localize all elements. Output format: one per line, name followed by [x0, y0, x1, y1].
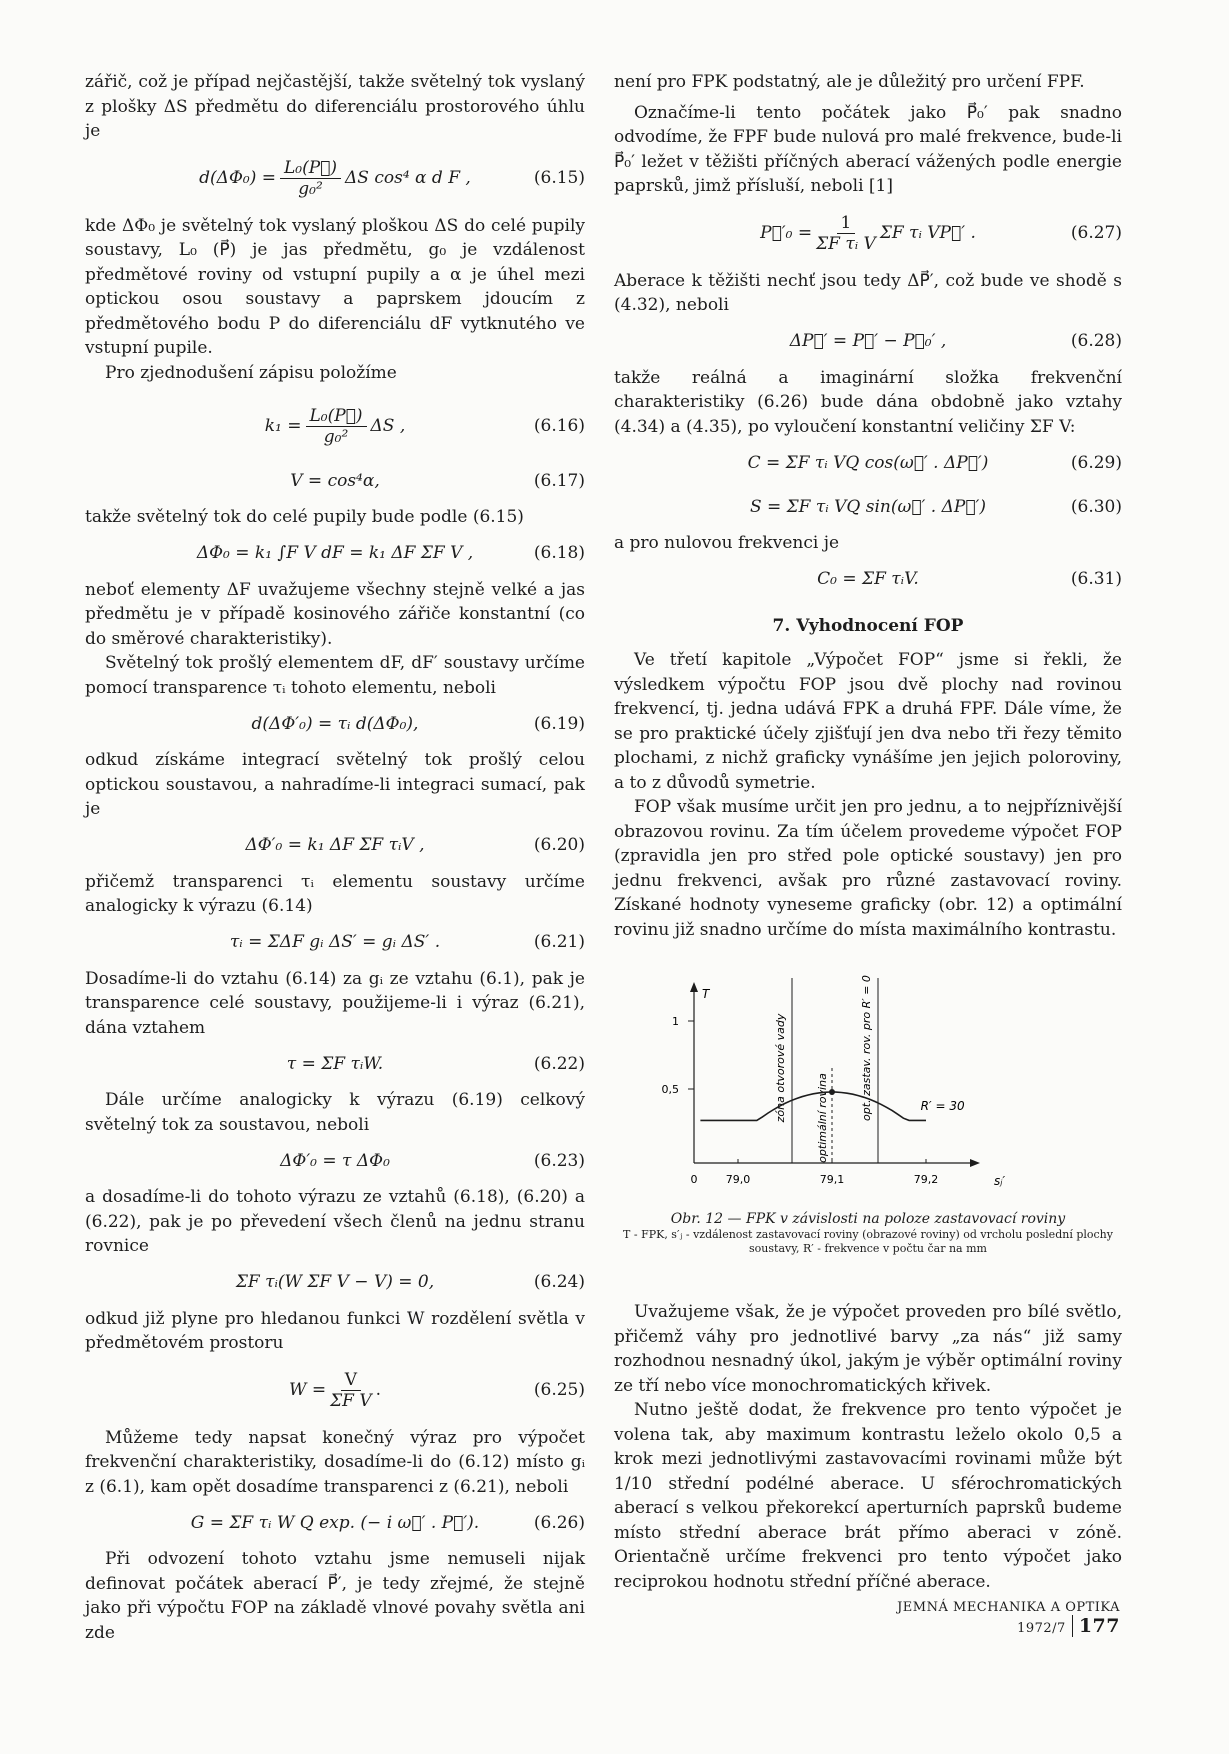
annotation: optimální rovina [816, 1073, 829, 1163]
paragraph: zářič, což je případ nejčastější, takže světelný tok vyslaný z plošky ΔS předmětu do diferenciálu prostorového úhlu je [85, 72, 585, 141]
paragraph: Označíme-li tento počátek jako P⃗₀′ pak snadno odvodíme, že FPF bude nulová pro malé frekvence, bude-li P⃗₀′ ležet v těžišti příčných aberací vážených podle energie paprsků, jimž přísluší, neboli [1] [614, 102, 1122, 196]
equation-number: (6.25) [533, 1380, 585, 1401]
paragraph: Nutno ještě dodat, že frekvence pro tento výpočet je volena tak, aby maximum kontrastu leželo okolo 0,5 a krok mezi jednotlivými zastavovacími rovinami může být 1/10 střední podélné aberace. U sférochromatických aberací s velkou překorekcí aperturních paprsků budeme místo střední aberace brát přímo aberaci v zóně. Orientačně určíme frekvenci pro tento výpočet jako reciprokou hodnotu střední příčné aberace. [614, 1400, 1122, 1592]
right-column [614, 70, 1122, 1594]
paragraph: Světelný tok prošlý elementem dF, dF′ soustavy určíme pomocí transparence τᵢ tohoto elementu, neboli [85, 653, 585, 698]
x-axis-arrow [970, 1159, 980, 1167]
equation-6-15: d(ΔΦ₀) = $\frac{\text{L₀(P⃗)}}{\text{g₀²}}$ ΔS cos⁴ α d F , (6.15) [199, 158, 585, 199]
figure-legend: T - FPK, s′ⱼ - vzdálenost zastavovací roviny (obrazové roviny) od vrcholu poslední plochy soustavy, R′ - frekvence v počtu čar na mm [623, 1228, 1113, 1255]
maximum-point [829, 1089, 835, 1095]
paragraph: a pro nulovou frekvenci je [614, 533, 840, 553]
paragraph: není pro FPK podstatný, ale je důležitý pro určení FPF. [614, 72, 1085, 92]
paragraph: přičemž transparenci τᵢ elementu soustavy určíme analogicky k výrazu (6.14) [85, 871, 585, 916]
equation-number: (6.15) [533, 168, 585, 189]
equation-6-27: P⃗′₀ = $\frac{1}{\text{ΣF τᵢ V}}$ ΣF τᵢ VP⃗′ . (6.27) [760, 213, 1122, 254]
equation-number: (6.27) [1070, 223, 1122, 244]
paragraph: a dosadíme-li do tohoto výrazu ze vztahů (6.18), (6.20) a (6.22), pak je po převedení všech členů na jednu stranu rovnice [85, 1187, 585, 1256]
fpk-chart [614, 948, 1122, 1208]
equation-number: (6.30) [1070, 496, 1122, 517]
x-tick-label: 79,2 [913, 1173, 939, 1186]
equation-6-22: τ = ΣF τᵢW. (6.22) [85, 1044, 585, 1084]
paragraph: Pro zjednodušení zápisu položíme [105, 362, 397, 383]
annotation: zóna otvorové vady [774, 1013, 787, 1123]
paragraph: Uvažujeme však, že je výpočet proveden pro bílé světlo, přičemž váhy pro jednotlivé barvy „za nás“ již samy rozhodnou nesnadný úkol, jakým je výběr optimální roviny ze tří nebo více monochromatických křivek. [614, 1302, 1122, 1396]
paragraph: odkud již plyne pro hledanou funkci W rozdělení světla v předmětovém prostoru [85, 1308, 585, 1353]
equation-6-26: G = ΣF τᵢ W Q exp. (− i ω⃗′ . P⃗′). (6.26) [85, 1503, 585, 1543]
paragraph: takže reálná a imaginární složka frekvenční charakteristiky (6.26) bude dána obdobně jako vztahy (4.34) a (4.35), po vyloučení konstantní veličiny ΣF V: [614, 367, 1122, 437]
paragraph: kde ΔΦ₀ je světelný tok vyslaný ploškou ΔS do celé pupily soustavy, L₀ (P⃗) je jas předmětu, g₀ je vzdálenost předmětové roviny od vstupní pupily a α je úhel mezi optickou osou soustavy a paprskem jdoucím z předmětového bodu P do diferenciálu dF vytknutého ve vstupní pupile. [85, 215, 585, 358]
equation-number: (6.20) [533, 835, 585, 856]
equation-number: (6.28) [1070, 331, 1122, 352]
figure-caption: Obr. 12 — FPK v závislosti na poloze zastavovací roviny [670, 1211, 1066, 1227]
y-tick-label: 0,5 [661, 1083, 679, 1096]
equation-6-21: τᵢ = ΣΔF gᵢ ΔS′ = gᵢ ΔS′ . (6.21) [85, 923, 585, 963]
equation-number: (6.18) [533, 543, 585, 564]
equation-6-29: C = ΣF τᵢ VQ cos(ω⃗′ . ΔP⃗′) (6.29) [614, 443, 1122, 483]
equation-number: (6.26) [533, 1512, 585, 1533]
equation-number: (6.29) [1070, 452, 1122, 473]
section-heading: 7. Vyhodnocení FOP [772, 615, 964, 636]
equation-6-24: ΣF τᵢ(W ΣF V − V) = 0, (6.24) [85, 1263, 585, 1303]
equation-6-30: S = ΣF τᵢ VQ sin(ω⃗′ . ΔP⃗′) (6.30) [614, 487, 1122, 527]
equation-6-28: ΔP⃗′ = P⃗′ − P⃗₀′ , (6.28) [614, 322, 1122, 362]
left-column [85, 70, 585, 1645]
equation-6-16: k₁ = $\frac{\text{L₀(P⃗)}}{\text{g₀²}}$ ΔS , (6.16) [264, 405, 585, 447]
equation-6-17: V = cos⁴α, (6.17) [85, 461, 585, 501]
paragraph: FOP však musíme určit jen pro jednu, a to nejpříznivější obrazovou rovinu. Za tím účelem provedeme výpočet FOP (zpravidla jen pro střed pole optické soustavy) jen pro jednu frekvenci, avšak pro různé zastavovací roviny. Získané hodnoty vyneseme graficky (obr. 12) a optimální rovinu již snadno určíme do místa maximálního kontrastu. [614, 797, 1122, 940]
paragraph: Dále určíme analogicky k výrazu (6.19) celkový světelný tok za soustavou, neboli [85, 1090, 585, 1135]
paragraph: Dosadíme-li do vztahu (6.14) za gᵢ ze vztahu (6.1), pak je transparence celé soustavy, použijeme-li i výraz (6.21), dána vztahem [85, 968, 585, 1038]
y-axis-arrow [690, 982, 698, 992]
equation-6-19: d(ΔΦ′₀) = τᵢ d(ΔΦ₀), (6.19) [85, 704, 585, 744]
paragraph: takže světelný tok do celé pupily bude podle (6.15) [85, 507, 524, 527]
equation-number: (6.22) [533, 1053, 585, 1074]
equation-6-18: ΔΦ₀ = k₁ ∫F V dF = k₁ ΔF ΣF V , (6.18) [85, 534, 585, 574]
y-axis-label: T [702, 987, 710, 1001]
equation-number: (6.24) [533, 1272, 585, 1293]
paragraph: Můžeme tedy napsat konečný výraz pro výpočet frekvenční charakteristiky, dosadíme-li do (6.12) místo gᵢ z (6.1), kam opět dosadíme transparenci z (6.21), neboli [85, 1427, 585, 1497]
series-label: R′ = 30 [920, 1099, 965, 1114]
equation-number: (6.19) [533, 713, 585, 734]
paragraph: neboť elementy ΔF uvažujeme všechny stejně velké a jas předmětu je v případě kosinového zářiče konstantní (co do směrové charakteristiky). [85, 579, 585, 649]
journal-name: JEMNÁ MECHANIKA A OPTIKA 1972/7 [897, 1600, 1120, 1636]
equation-number: (6.31) [1070, 569, 1122, 590]
equation-number: (6.16) [533, 415, 585, 436]
paragraph: Aberace k těžišti nechť jsou tedy ΔP⃗′, což bude ve shodě s (4.32), neboli [614, 270, 1122, 315]
paragraph: odkud získáme integrací světelný tok prošlý celou optickou soustavou, a nahradíme-li integraci sumací, pak je [85, 750, 585, 819]
page-footer [800, 1600, 1120, 1637]
x-tick-label: 79,0 [725, 1173, 751, 1186]
x-tick-label: 79,1 [819, 1173, 845, 1186]
equation-number: (6.23) [533, 1150, 585, 1171]
figure-12 [614, 948, 1122, 1208]
page-number: 177 [1072, 1615, 1120, 1637]
x-axis-label: sⱼ′ [994, 1174, 1006, 1188]
equation-6-25: W = $\frac{V}{\text{ΣF V}}$ . (6.25) [288, 1370, 585, 1411]
equation-6-23: ΔΦ′₀ = τ ΔΦ₀ (6.23) [85, 1141, 585, 1181]
equation-number: (6.21) [533, 932, 585, 953]
equation-number: (6.17) [533, 470, 585, 491]
equation-6-20: ΔΦ′₀ = k₁ ΔF ΣF τᵢV , (6.20) [85, 826, 585, 866]
paragraph: Při odvození tohoto vztahu jsme nemuseli nijak definovat počátek aberací P⃗′, je tedy zřejmé, že stejně jako při výpočtu FOP na základě vlnové povahy světla ani zde [85, 1549, 585, 1643]
equation-6-31: C₀ = ΣF τᵢV. (6.31) [614, 560, 1122, 600]
series-line [700, 1092, 926, 1120]
x-tick-label: 0 [690, 1173, 698, 1186]
paragraph: Ve třetí kapitole „Výpočet FOP“ jsme si řekli, že výsledkem výpočtu FOP jsou dvě plochy nad rovinou frekvencí, tj. jedna udává FPK a druhá FPF. Dále víme, že se pro praktické účely zjišťují jen dva nebo tři řezy těmito plochami, z nichž graficky vynášíme jen jejich poloroviny, a to z důvodů symetrie. [614, 650, 1122, 793]
annotation: opt. zastav. rov. pro R′ = 0 [860, 975, 873, 1121]
y-tick-label: 1 [672, 1015, 679, 1028]
